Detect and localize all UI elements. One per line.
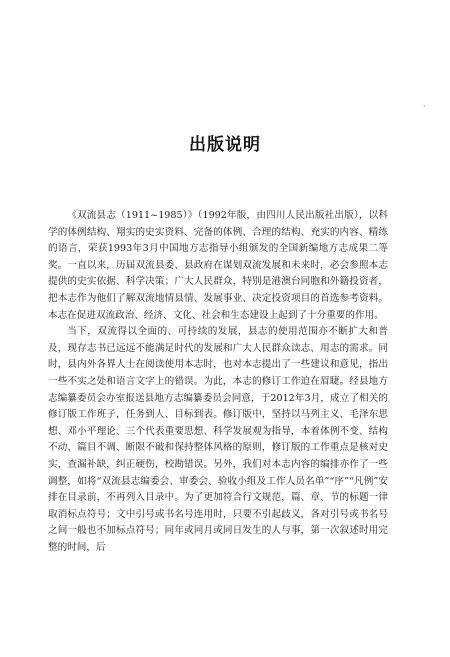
page-title: 出版说明 xyxy=(189,135,261,155)
paragraph-1: 《双流县志（1911~1985）》（1992年版，由四川人民出版社出版），以科学的体例结构、翔实的史实资料、完备的体例、合理的结构、充实的内容、精练的语言，荣获1993年3月中国地方志指导小组颁发的全国新编地方志成果二等奖。一直以来，历届双流县委、县政府在谋划双流发展和未来时，必会参照本志提供的史实依据、科学决策；广大人民群众，特别是港澳台同胞和外籍投资者，把本志作为他们了解双流地情县情、发展事业、决定投资项目的首选参考资料。本志在促进双流政治、经济、文化、社会和生态建设上起到了十分重要的作用。 xyxy=(48,210,388,321)
paragraph-2: 当下，双流得以全面的、可持续的发展，县志的使用范围亦不断扩大和普及，现存志书已远远不能满足时代的发展和广大人民群众读志、用志的需求。同时，县内外各界人士在阅读使用本志时，也对本志提出了一些建议和意见，指出一些不实之处和语言文字上的错误。为此，本志的修订工作迫在眉睫。经县地方志编纂委员会办室报送县地方志编纂委员会同意，于2012年3月，成立了相关的修订版工作班子，任务到人、目标到表。修订版中，坚持以马列主义、毛泽东思想、邓小平理论、三个代表重要思想、科学发展观为指导，本着体例不变、结构不动、篇目不调、断限不破和保持整体风格的原则，修订版的工作重点是核对史实，查漏补缺，纠正硬伤，校勘错误。另外，我们对本志内容的编排亦作了一些调整，如将“双流县志编委会、审委会、验收小组及工作人员名单”“序”“凡例”安排在目录前，不再列入目录中。为了更加符合行文规范，篇、章、节的标题一律取消标点符号；文中引号或书名号连用时，只要不引起歧义，各对引号或书名号之间一般也不加标点符号；同年或同月或同日发生的人与事，第一次叙述时用完整的时间，后 xyxy=(48,326,388,553)
body-text xyxy=(48,208,388,556)
corner-mark: · xyxy=(423,102,426,111)
